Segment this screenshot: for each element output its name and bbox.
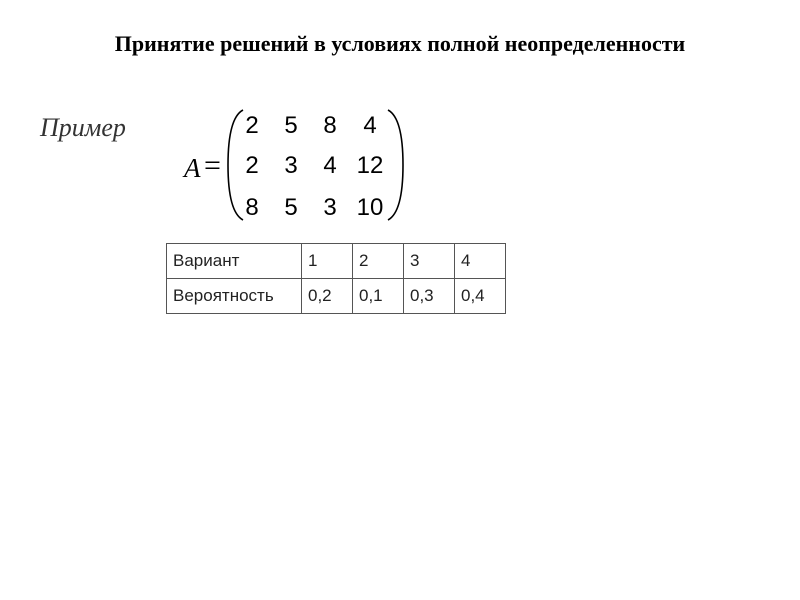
matrix-cell: 5 [284,112,298,139]
matrix-cell: 8 [245,194,259,221]
table-cell: 4 [455,244,506,279]
matrix-cell: 3 [323,194,337,221]
matrix-cell: 3 [284,152,298,179]
matrix-cell: 10 [356,194,384,221]
probability-table [166,243,506,314]
matrix-cell: 5 [284,194,298,221]
table-cell: 0,1 [353,279,404,314]
table-cell: 1 [302,244,353,279]
table-cell: 0,3 [404,279,455,314]
matrix-equals-sign: = [204,149,221,182]
table-cell: 3 [404,244,455,279]
table-cell: 0,2 [302,279,353,314]
table-cell: 0,4 [455,279,506,314]
matrix-cell: 2 [245,152,259,179]
matrix-cell: 2 [245,112,259,139]
matrix-cell: 4 [363,112,377,139]
slide-title: Принятие решений в условиях полной неопределенности [114,31,686,56]
table-cell: 2 [353,244,404,279]
matrix-name: A [184,153,201,183]
example-label: Пример [40,113,126,142]
matrix-cell: 12 [356,152,384,179]
matrix-cell: 4 [323,152,337,179]
table-row-header: Вариант [167,244,302,279]
matrix-cell: 8 [323,112,337,139]
table-row-header: Вероятность [167,279,302,314]
table-row [167,279,506,314]
table-row [167,244,506,279]
